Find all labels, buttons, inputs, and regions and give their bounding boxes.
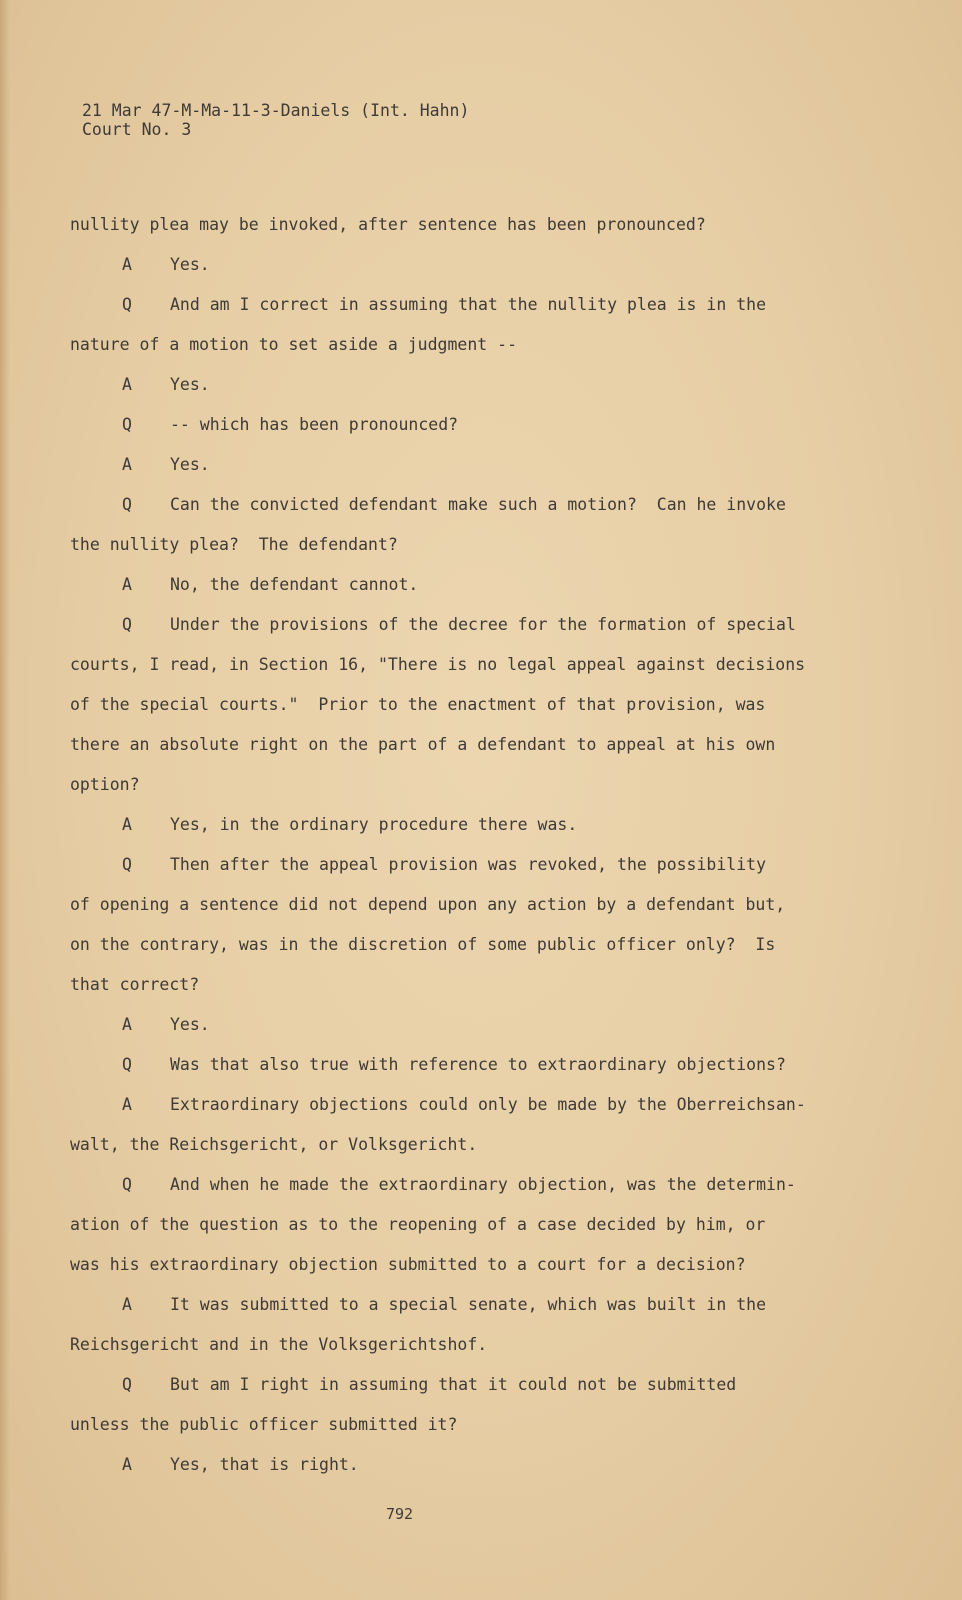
- transcript-text: nature of a motion to set aside a judgment --: [70, 335, 518, 354]
- transcript-text: the nullity plea? The defendant?: [70, 535, 398, 554]
- transcript-line: [70, 365, 830, 405]
- transcript-exchange: [70, 285, 830, 365]
- speaker-label: Q: [122, 1175, 132, 1194]
- transcript-text: Then after the appeal provision was revoked, the possibility: [170, 855, 767, 874]
- transcript-text: nullity plea may be invoked, after sentence has been pronounced?: [70, 215, 706, 234]
- transcript-line: [70, 1445, 830, 1485]
- transcript-line: [70, 325, 830, 365]
- transcript-text: Yes.: [170, 455, 210, 474]
- transcript-exchange: [70, 1005, 830, 1045]
- transcript-line: [70, 245, 830, 285]
- transcript-text: Was that also true with reference to extraordinary objections?: [170, 1055, 786, 1074]
- header-court-line: Court No. 3: [82, 120, 192, 139]
- transcript-line: [70, 525, 830, 565]
- transcript-line: [70, 645, 830, 685]
- transcript-exchange: [70, 1085, 830, 1165]
- page-number: 792: [386, 1505, 414, 1523]
- transcript-text: -- which has been pronounced?: [170, 415, 459, 434]
- transcript-line: [70, 565, 830, 605]
- speaker-label: A: [122, 815, 132, 834]
- transcript-text: Under the provisions of the decree for the formation of special: [170, 615, 796, 634]
- transcript-exchange: [70, 245, 830, 285]
- speaker-label: Q: [122, 615, 132, 634]
- transcript-line: [70, 1365, 830, 1405]
- transcript-line: [70, 605, 830, 645]
- transcript-text: there an absolute right on the part of a defendant to appeal at his own: [70, 735, 776, 754]
- transcript-text: Yes, that is right.: [170, 1455, 359, 1474]
- transcript-line: [70, 405, 830, 445]
- transcript-line: [70, 1245, 830, 1285]
- transcript-line: [70, 1165, 830, 1205]
- transcript-exchange: [70, 405, 830, 445]
- transcript-line: [70, 1045, 830, 1085]
- transcript-line: [70, 1085, 830, 1125]
- transcript-line: [70, 925, 830, 965]
- transcript-line: [70, 1285, 830, 1325]
- transcript-line: [70, 765, 830, 805]
- transcript-text: walt, the Reichsgericht, or Volksgericht.: [70, 1135, 478, 1154]
- page-header: [82, 101, 469, 139]
- transcript-text: Yes, in the ordinary procedure there was.: [170, 815, 578, 834]
- speaker-label: A: [122, 375, 132, 394]
- speaker-label: Q: [122, 1375, 132, 1394]
- transcript-text: on the contrary, was in the discretion of some public officer only? Is: [70, 935, 776, 954]
- transcript-text: But am I right in assuming that it could not be submitted: [170, 1375, 737, 1394]
- transcript-text: It was submitted to a special senate, which was built in the: [170, 1295, 767, 1314]
- speaker-label: A: [122, 1455, 132, 1474]
- transcript-exchange: [70, 565, 830, 605]
- speaker-label: Q: [122, 415, 132, 434]
- transcript-exchange: [70, 845, 830, 1005]
- transcript-text: No, the defendant cannot.: [170, 575, 419, 594]
- transcript-line: [70, 725, 830, 765]
- transcript-exchange: [70, 1165, 830, 1285]
- speaker-label: A: [122, 1015, 132, 1034]
- transcript-exchange: [70, 445, 830, 485]
- transcript-text: unless the public officer submitted it?: [70, 1415, 458, 1434]
- transcript-text: option?: [70, 775, 140, 794]
- transcript-exchange: [70, 485, 830, 565]
- transcript-line: [70, 685, 830, 725]
- speaker-label: Q: [122, 495, 132, 514]
- speaker-label: A: [122, 455, 132, 474]
- transcript-line: [70, 445, 830, 485]
- transcript-text: Yes.: [170, 1015, 210, 1034]
- transcript-exchange: [70, 1045, 830, 1085]
- transcript-line: [70, 485, 830, 525]
- transcript-text: Extraordinary objections could only be made by the Oberreichsan-: [170, 1095, 806, 1114]
- transcript-text: Yes.: [170, 375, 210, 394]
- transcript-text: And am I correct in assuming that the nullity plea is in the: [170, 295, 767, 314]
- transcript-text: Yes.: [170, 255, 210, 274]
- transcript-line: [70, 1005, 830, 1045]
- transcript-exchange: [70, 605, 830, 805]
- speaker-label: A: [122, 1095, 132, 1114]
- speaker-label: Q: [122, 1055, 132, 1074]
- transcript-text: ation of the question as to the reopening of a case decided by him, or: [70, 1215, 766, 1234]
- transcript-line: [70, 205, 830, 245]
- transcript-line: [70, 1125, 830, 1165]
- transcript-text: that correct?: [70, 975, 200, 994]
- transcript-exchange: [70, 1285, 830, 1365]
- transcript-text: courts, I read, in Section 16, "There is no legal appeal against decisions: [70, 655, 806, 674]
- speaker-label: A: [122, 255, 132, 274]
- transcript-line: [70, 1205, 830, 1245]
- transcript-line: [70, 805, 830, 845]
- transcript-text: Reichsgericht and in the Volksgerichtshof.: [70, 1335, 488, 1354]
- transcript-exchange: [70, 1445, 830, 1485]
- transcript-text: was his extraordinary objection submitted to a court for a decision?: [70, 1255, 746, 1274]
- transcript-text: of opening a sentence did not depend upon any action by a defendant but,: [70, 895, 786, 914]
- header-case-line: 21 Mar 47-M-Ma-11-3-Daniels (Int. Hahn): [82, 101, 470, 120]
- transcript-line: [70, 885, 830, 925]
- transcript-exchange: [70, 805, 830, 845]
- transcript-text: Can the convicted defendant make such a motion? Can he invoke: [170, 495, 786, 514]
- transcript-line: [70, 845, 830, 885]
- transcript-body: [70, 205, 830, 1485]
- transcript-line: [70, 1325, 830, 1365]
- speaker-label: Q: [122, 855, 132, 874]
- transcript-text: of the special courts." Prior to the enactment of that provision, was: [70, 695, 766, 714]
- speaker-label: Q: [122, 295, 132, 314]
- speaker-label: A: [122, 1295, 132, 1314]
- transcript-exchange: [70, 365, 830, 405]
- transcript-exchange: [70, 205, 830, 245]
- page-edge-shadow: [0, 0, 10, 1600]
- transcript-line: [70, 965, 830, 1005]
- transcript-line: [70, 1405, 830, 1445]
- transcript-exchange: [70, 1365, 830, 1445]
- transcript-text: And when he made the extraordinary objection, was the determin-: [170, 1175, 796, 1194]
- speaker-label: A: [122, 575, 132, 594]
- transcript-line: [70, 285, 830, 325]
